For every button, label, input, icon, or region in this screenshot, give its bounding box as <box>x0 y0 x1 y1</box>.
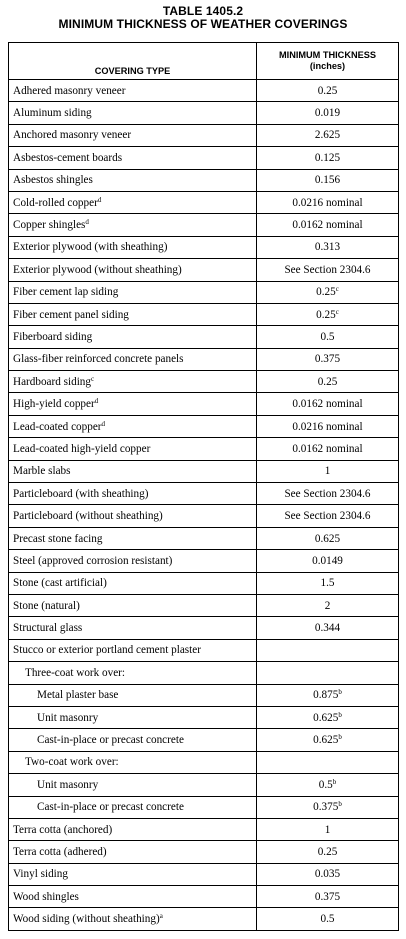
covering-type-cell <box>9 684 257 706</box>
covering-type-text: Cast-in-place or precast concrete <box>37 801 184 814</box>
covering-type-cell <box>9 729 257 751</box>
minimum-thickness-value: 0.0216 nominal <box>292 196 363 209</box>
table-row <box>9 326 399 348</box>
table-row <box>9 594 399 616</box>
covering-type-cell <box>9 169 257 191</box>
minimum-thickness-cell <box>257 886 399 908</box>
table-row <box>9 303 399 325</box>
table-row <box>9 460 399 482</box>
covering-type-text: Fiber cement lap siding <box>13 286 119 299</box>
minimum-thickness-cell <box>257 729 399 751</box>
minimum-thickness-cell <box>257 684 399 706</box>
covering-type-cell <box>9 348 257 370</box>
minimum-thickness-cell <box>257 259 399 281</box>
table-row <box>9 371 399 393</box>
covering-type-cell <box>9 594 257 616</box>
header-row <box>9 43 399 80</box>
table-row <box>9 505 399 527</box>
covering-type-text: Metal plaster base <box>37 689 119 702</box>
footnote-marker: a <box>159 912 163 921</box>
table-row <box>9 684 399 706</box>
covering-type-cell <box>9 102 257 124</box>
covering-type-cell <box>9 550 257 572</box>
minimum-thickness-value: 0.344 <box>314 622 341 635</box>
minimum-thickness-cell <box>257 191 399 213</box>
covering-type-text: Hardboard siding <box>13 375 91 388</box>
minimum-thickness-value: 2 <box>324 599 331 612</box>
weather-coverings-table <box>8 42 399 931</box>
covering-type-text: Wood shingles <box>13 890 79 903</box>
footnote-marker: c <box>335 285 339 294</box>
table-row <box>9 908 399 930</box>
minimum-thickness-cell <box>257 371 399 393</box>
covering-type-cell <box>9 236 257 258</box>
covering-type-text: High-yield copper <box>13 398 95 411</box>
minimum-thickness-cell <box>257 214 399 236</box>
covering-type-text: Copper shingles <box>13 219 86 232</box>
minimum-thickness-value: 0.625 <box>313 734 339 747</box>
covering-type-text: Terra cotta (anchored) <box>13 823 113 836</box>
covering-type-text: Stone (cast artificial) <box>13 577 107 590</box>
table-row <box>9 483 399 505</box>
covering-type-cell <box>9 527 257 549</box>
minimum-thickness-cell <box>257 908 399 930</box>
covering-type-text: Steel (approved corrosion resistant) <box>13 554 173 567</box>
minimum-thickness-cell <box>257 863 399 885</box>
minimum-thickness-value: 0.25 <box>316 308 336 321</box>
minimum-thickness-cell <box>257 348 399 370</box>
minimum-thickness-cell <box>257 415 399 437</box>
footnote-marker: d <box>94 397 99 406</box>
minimum-thickness-cell <box>257 662 399 684</box>
minimum-thickness-cell <box>257 326 399 348</box>
minimum-thickness-value: 1 <box>324 465 331 478</box>
covering-type-text: Wood siding (without sheathing) <box>13 913 160 926</box>
minimum-thickness-value: 0.625 <box>313 711 339 724</box>
covering-type-text: Fiberboard siding <box>13 330 93 343</box>
minimum-thickness-cell <box>257 818 399 840</box>
minimum-thickness-cell <box>257 527 399 549</box>
minimum-thickness-cell <box>257 124 399 146</box>
minimum-thickness-value: 0.25 <box>317 84 338 97</box>
minimum-thickness-cell <box>257 706 399 728</box>
minimum-thickness-value: 0.25 <box>317 845 338 858</box>
covering-type-text: Fiber cement panel siding <box>13 308 129 321</box>
covering-type-cell <box>9 326 257 348</box>
covering-type-cell <box>9 572 257 594</box>
table-row <box>9 281 399 303</box>
table-row <box>9 572 399 594</box>
covering-type-cell <box>9 863 257 885</box>
minimum-thickness-value: 0.035 <box>314 868 341 881</box>
covering-type-text: Particleboard (with sheathing) <box>13 487 149 500</box>
minimum-thickness-value: See Section 2304.6 <box>284 263 371 276</box>
covering-type-text: Asbestos-cement boards <box>13 151 123 164</box>
covering-type-text: Cold-rolled copper <box>13 196 98 209</box>
minimum-thickness-value: 0.313 <box>314 241 341 254</box>
covering-type-text: Three-coat work over: <box>25 666 126 679</box>
minimum-thickness-cell <box>257 102 399 124</box>
minimum-thickness-value: 0.25 <box>316 286 336 299</box>
footnote-marker: b <box>338 733 342 742</box>
table-row <box>9 706 399 728</box>
covering-type-text: Exterior plywood (without sheathing) <box>13 263 182 276</box>
covering-type-cell <box>9 617 257 639</box>
minimum-thickness-value: 0.875 <box>313 689 339 702</box>
table-row <box>9 169 399 191</box>
footnote-marker: d <box>85 218 89 227</box>
covering-type-cell <box>9 774 257 796</box>
footnote-marker: b <box>338 800 342 809</box>
minimum-thickness-cell <box>257 639 399 661</box>
covering-type-text: Lead-coated copper <box>13 420 102 433</box>
covering-type-text: Lead-coated high-yield copper <box>13 442 151 455</box>
minimum-thickness-value: See Section 2304.6 <box>284 487 371 500</box>
covering-type-header: COVERING TYPE <box>9 43 257 80</box>
footnote-marker: c <box>91 374 95 383</box>
table-row <box>9 527 399 549</box>
table-row <box>9 751 399 773</box>
table-row <box>9 259 399 281</box>
covering-type-cell <box>9 908 257 930</box>
covering-type-text: Two-coat work over: <box>25 756 119 769</box>
minimum-thickness-value: 0.156 <box>314 174 341 187</box>
minimum-thickness-cell <box>257 550 399 572</box>
table-row <box>9 191 399 213</box>
minimum-thickness-cell <box>257 774 399 796</box>
minimum-thickness-value: 0.5 <box>320 330 335 343</box>
table-row <box>9 818 399 840</box>
table-body <box>9 80 399 931</box>
minimum-thickness-cell <box>257 594 399 616</box>
footnote-marker: b <box>332 777 337 786</box>
minimum-thickness-value: 0.0162 nominal <box>292 398 363 411</box>
table-row <box>9 415 399 437</box>
minimum-thickness-value: 0.5 <box>320 913 335 926</box>
covering-type-text: Structural glass <box>13 622 83 635</box>
covering-type-text: Anchored masonry veneer <box>13 129 132 142</box>
covering-type-text: Cast-in-place or precast concrete <box>37 734 184 747</box>
table-row <box>9 147 399 169</box>
minimum-thickness-cell <box>257 281 399 303</box>
covering-type-cell <box>9 214 257 236</box>
minimum-thickness-value: 0.0162 nominal <box>292 442 363 455</box>
covering-type-cell <box>9 303 257 325</box>
minimum-thickness-value: 0.375 <box>314 890 341 903</box>
covering-type-text: Unit masonry <box>37 711 99 724</box>
covering-type-cell <box>9 706 257 728</box>
covering-type-text: Adhered masonry veneer <box>13 84 126 97</box>
covering-type-text: Marble slabs <box>13 465 71 478</box>
covering-type-cell <box>9 191 257 213</box>
covering-type-cell <box>9 281 257 303</box>
covering-type-cell <box>9 886 257 908</box>
covering-type-cell <box>9 483 257 505</box>
minimum-thickness-cell <box>257 80 399 102</box>
table-row <box>9 841 399 863</box>
minimum-thickness-cell <box>257 393 399 415</box>
table-row <box>9 550 399 572</box>
minimum-thickness-cell <box>257 483 399 505</box>
minimum-thickness-header-line1: MINIMUM THICKNESS <box>279 50 376 60</box>
minimum-thickness-cell <box>257 147 399 169</box>
footnote-marker: c <box>335 307 339 316</box>
minimum-thickness-value: 0.25 <box>317 375 338 388</box>
minimum-thickness-header-line2: (inches) <box>309 61 346 71</box>
covering-type-text: Stucco or exterior portland cement plaster <box>13 644 201 657</box>
minimum-thickness-value: 0.5 <box>318 778 333 791</box>
covering-type-cell <box>9 662 257 684</box>
table-row <box>9 662 399 684</box>
covering-type-text: Precast stone facing <box>13 532 103 545</box>
covering-type-text: Vinyl siding <box>13 868 68 881</box>
covering-type-cell <box>9 841 257 863</box>
covering-type-cell <box>9 751 257 773</box>
covering-type-text: Stone (natural) <box>13 599 80 612</box>
covering-type-text: Terra cotta (adhered) <box>13 845 107 858</box>
table-row <box>9 80 399 102</box>
covering-type-text: Asbestos shingles <box>13 174 93 187</box>
table-row <box>9 124 399 146</box>
covering-type-text: Exterior plywood (with sheathing) <box>13 241 168 254</box>
minimum-thickness-cell <box>257 303 399 325</box>
table-row <box>9 617 399 639</box>
footnote-marker: b <box>338 688 342 697</box>
table-row <box>9 886 399 908</box>
table-row <box>9 236 399 258</box>
table-row <box>9 863 399 885</box>
minimum-thickness-header <box>257 43 399 80</box>
minimum-thickness-cell <box>257 438 399 460</box>
covering-type-cell <box>9 393 257 415</box>
minimum-thickness-value: 0.0216 nominal <box>292 420 363 433</box>
covering-type-cell <box>9 80 257 102</box>
covering-type-text: Unit masonry <box>37 778 99 791</box>
covering-type-cell <box>9 505 257 527</box>
footnote-marker: b <box>338 710 342 719</box>
covering-type-cell <box>9 124 257 146</box>
minimum-thickness-cell <box>257 572 399 594</box>
minimum-thickness-value: 0.375 <box>314 353 341 366</box>
covering-type-cell <box>9 259 257 281</box>
minimum-thickness-cell <box>257 841 399 863</box>
covering-type-text: Particleboard (without sheathing) <box>13 510 163 523</box>
table-row <box>9 796 399 818</box>
table-row <box>9 102 399 124</box>
table-caption: MINIMUM THICKNESS OF WEATHER COVERINGS <box>58 17 348 31</box>
covering-type-cell <box>9 371 257 393</box>
table-title <box>0 5 406 31</box>
minimum-thickness-value: 0.125 <box>314 151 341 164</box>
minimum-thickness-value: See Section 2304.6 <box>284 510 371 523</box>
covering-type-cell <box>9 639 257 661</box>
minimum-thickness-cell <box>257 796 399 818</box>
covering-type-cell <box>9 460 257 482</box>
covering-type-text: Glass-fiber reinforced concrete panels <box>13 353 184 366</box>
minimum-thickness-value: 0.625 <box>314 532 341 545</box>
minimum-thickness-value: 2.625 <box>314 129 341 142</box>
table-row <box>9 214 399 236</box>
covering-type-cell <box>9 438 257 460</box>
table-number: TABLE 1405.2 <box>162 4 244 18</box>
minimum-thickness-value: 1.5 <box>320 577 335 590</box>
minimum-thickness-value: 0.0149 <box>312 554 343 567</box>
minimum-thickness-cell <box>257 751 399 773</box>
footnote-marker: d <box>97 195 102 204</box>
covering-type-cell <box>9 147 257 169</box>
table-row <box>9 639 399 661</box>
covering-type-cell <box>9 818 257 840</box>
footnote-marker: d <box>101 419 106 428</box>
covering-type-text: Aluminum siding <box>13 107 92 120</box>
minimum-thickness-value: 0.019 <box>314 107 341 120</box>
minimum-thickness-cell <box>257 236 399 258</box>
minimum-thickness-cell <box>257 460 399 482</box>
minimum-thickness-value: 0.375 <box>313 801 339 814</box>
minimum-thickness-value: 0.0162 nominal <box>292 219 363 232</box>
minimum-thickness-cell <box>257 617 399 639</box>
covering-type-cell <box>9 415 257 437</box>
table-row <box>9 774 399 796</box>
table-row <box>9 729 399 751</box>
table-row <box>9 438 399 460</box>
minimum-thickness-cell <box>257 169 399 191</box>
minimum-thickness-cell <box>257 505 399 527</box>
table-row <box>9 393 399 415</box>
table-row <box>9 348 399 370</box>
minimum-thickness-value: 1 <box>324 823 331 836</box>
covering-type-cell <box>9 796 257 818</box>
